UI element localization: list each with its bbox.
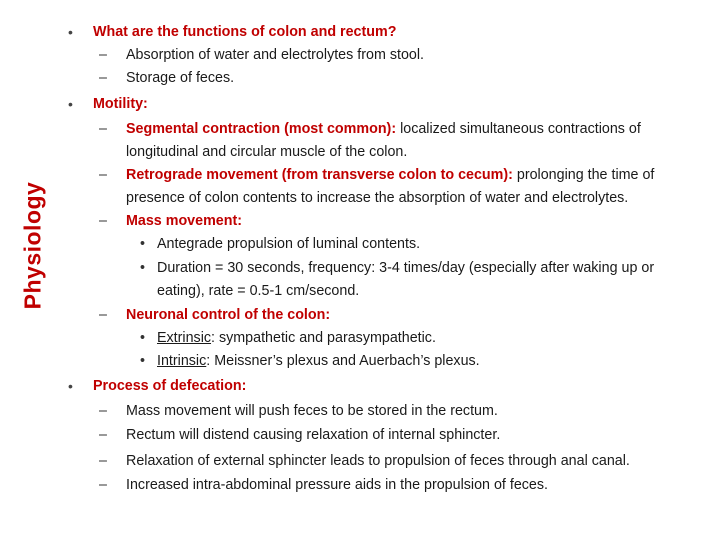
motility-heading: • Motility:	[93, 93, 148, 116]
retrograde-continuation: presence of colon contents to increase the absorption of water and electrolytes.	[126, 190, 629, 206]
dash-icon: –	[99, 477, 107, 493]
dash-icon: –	[99, 427, 107, 443]
dash-icon: –	[99, 453, 107, 469]
list-item: – Absorption of water and electrolytes from stool.	[126, 44, 424, 67]
list-item: • Antegrade propulsion of luminal contents.	[157, 233, 420, 256]
dash-icon: –	[99, 307, 107, 323]
neuronal-label: Neuronal control of the colon:	[126, 307, 331, 323]
retrograde-item: – Retrograde movement (from transverse colon to cecum): prolonging the time of	[126, 164, 654, 187]
retrograde-label: Retrograde movement (from transverse colon to cecum):	[126, 167, 513, 183]
segmental-continuation: longitudinal and circular muscle of the colon.	[126, 144, 408, 160]
defecation-heading: • Process of defecation:	[93, 375, 246, 398]
segmental-item: – Segmental contraction (most common): localized simultaneous contractions of	[126, 118, 641, 141]
bullet-icon: •	[68, 96, 73, 112]
dash-icon: –	[99, 70, 107, 86]
dash-icon: –	[99, 121, 107, 137]
list-item: • Duration = 30 seconds, frequency: 3-4 times/day (especially after waking up or	[157, 257, 654, 280]
side-title-text: Physiology	[19, 181, 46, 309]
neuronal-item	[99, 304, 331, 327]
bullet-icon: •	[68, 24, 73, 40]
list-item: • Intrinsic: Meissner’s plexus and Auerbach’s plexus.	[157, 350, 480, 373]
segmental-label: Segmental contraction (most common):	[126, 121, 397, 137]
list-item: – Rectum will distend causing relaxation of internal sphincter.	[126, 424, 500, 447]
bullet-icon: •	[140, 353, 146, 369]
functions-heading: • What are the functions of colon and rectum?	[93, 21, 396, 44]
bullet-icon: •	[140, 330, 146, 346]
mass-label: Mass movement:	[126, 213, 243, 229]
side-title	[8, 150, 58, 340]
list-item: – Relaxation of external sphincter leads to propulsion of feces through anal canal.	[126, 450, 630, 473]
bullet-icon: •	[140, 260, 146, 276]
list-item: – Storage of feces.	[126, 67, 234, 90]
dash-icon: –	[99, 403, 107, 419]
list-item: – Increased intra-abdominal pressure aids in the propulsion of feces.	[126, 474, 548, 497]
bullet-icon: •	[140, 236, 146, 252]
mass-item	[99, 210, 243, 233]
dash-icon: –	[99, 167, 107, 183]
list-item: – Mass movement will push feces to be stored in the rectum.	[126, 400, 498, 423]
list-item-continuation: eating), rate = 0.5-1 cm/second.	[157, 283, 360, 299]
list-item: • Extrinsic: sympathetic and parasympathetic.	[157, 327, 436, 350]
dash-icon: –	[99, 213, 107, 229]
bullet-icon: •	[68, 378, 73, 394]
intrinsic-label: Intrinsic	[157, 353, 207, 369]
extrinsic-label: Extrinsic	[157, 330, 212, 346]
dash-icon: –	[99, 47, 107, 63]
